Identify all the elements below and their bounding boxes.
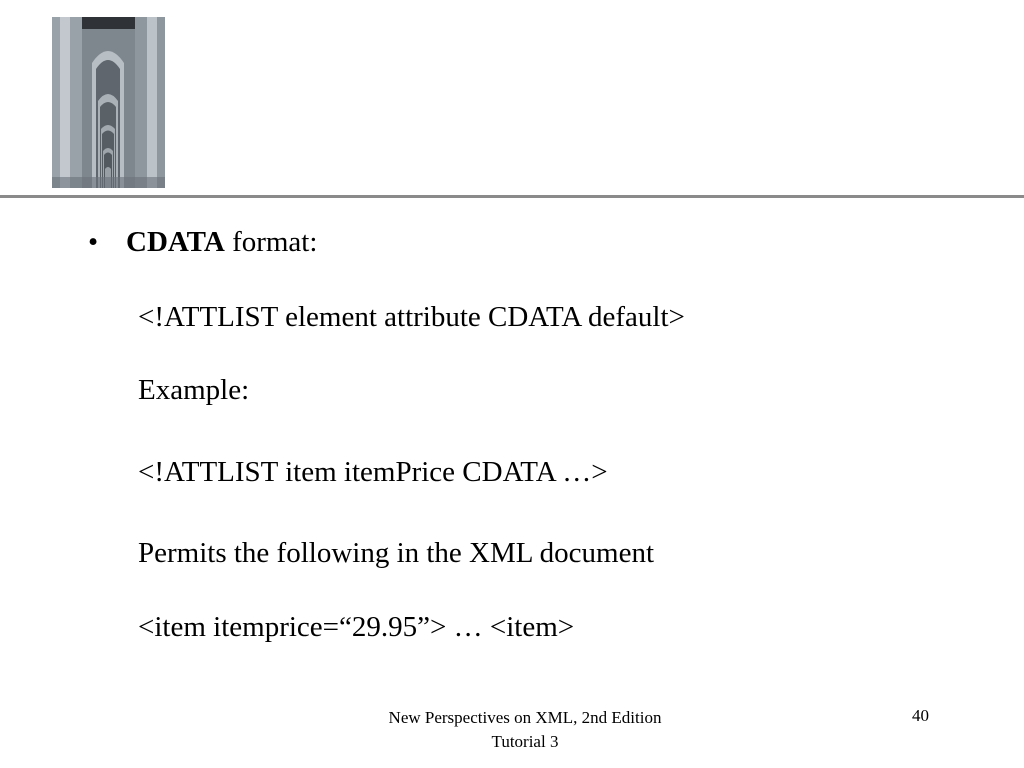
example-label: Example: xyxy=(138,374,250,406)
bullet-heading xyxy=(88,222,317,262)
footer-subtitle: Tutorial 3 xyxy=(491,732,559,751)
bullet-icon: • xyxy=(88,226,99,258)
example-code-line: <!ATTLIST item itemPrice CDATA …> xyxy=(138,456,608,488)
bridge-arches-photo xyxy=(52,17,165,188)
heading-text: format: xyxy=(224,226,318,258)
page-number: 40 xyxy=(912,706,929,725)
footer-title: New Perspectives on XML, 2nd Edition xyxy=(388,708,662,727)
xml-sample-line: <item itemprice=“29.95”> … <item> xyxy=(138,611,575,643)
header-divider xyxy=(0,195,1024,198)
syntax-line: <!ATTLIST element attribute CDATA default> xyxy=(138,301,685,333)
footer xyxy=(325,706,725,754)
heading-keyword: CDATA xyxy=(126,226,225,258)
description-line: Permits the following in the XML document xyxy=(138,537,655,569)
